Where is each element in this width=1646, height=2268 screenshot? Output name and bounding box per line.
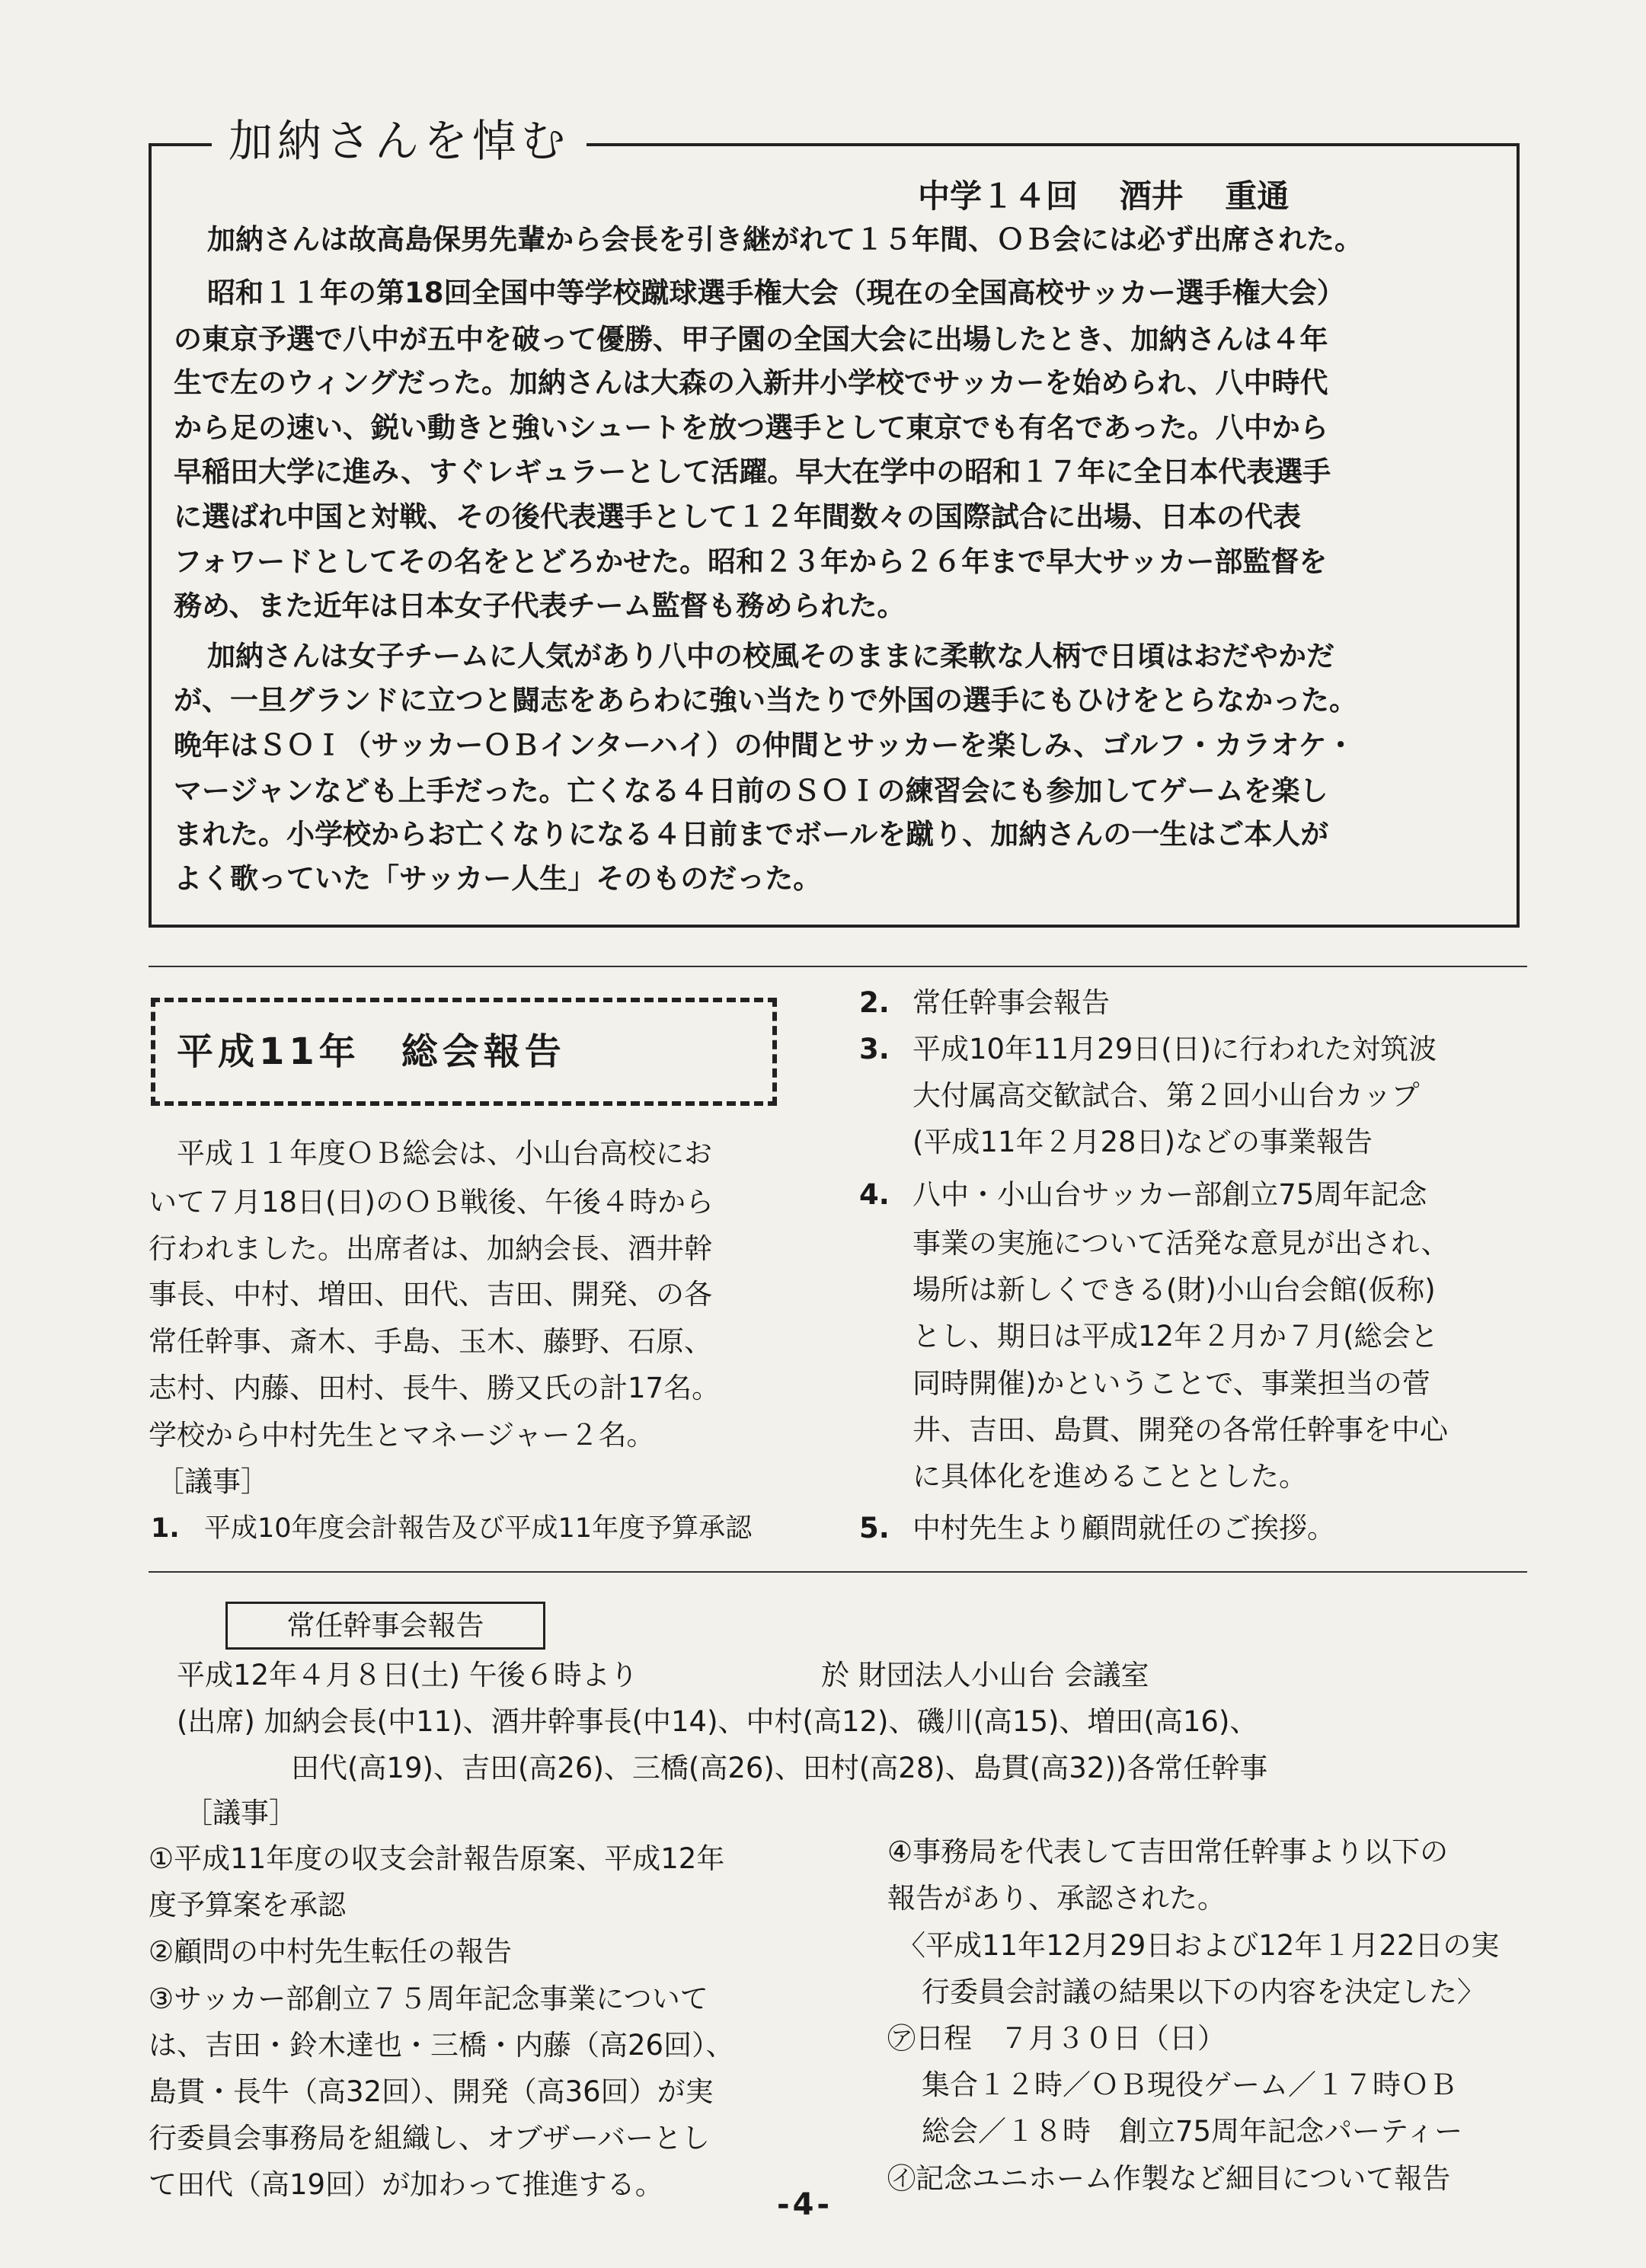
exec-left-line: ③サッカー部創立７５周年記念事業について: [149, 1982, 708, 2015]
memorial-line: 昭和１１年の第18回全国中等学校蹴球選手権大会（現在の全国高校サッカー選手権大会）: [207, 276, 1345, 309]
item-text: 平成10年度会計報告及び平成11年度予算承認: [204, 1513, 753, 1544]
agm-item-text: 場所は新しくできる(財)小山台会館(仮称): [912, 1273, 1436, 1306]
agm-item-text: 事業の実施について活発な意見が出され、: [912, 1227, 1449, 1260]
memorial-line: の東京予選で八中が五中を破って優勝、甲子園の全国大会に出場したとき、加納さんは４年: [174, 323, 1328, 356]
memorial-line: 晩年はＳＯＩ（サッカーＯＢインターハイ）の仲間とサッカーを楽しみ、ゴルフ・カラオケ・: [174, 729, 1355, 762]
agm-item-3: [859, 1028, 1437, 1071]
memorial-line: 加納さんは女子チームに人気があり八中の校風そのままに柔軟な人柄で日頃はおだやかだ: [207, 640, 1334, 672]
section-divider: [149, 966, 1527, 967]
memorial-line: 生で左のウィングだった。加納さんは大森の入新井小学校でサッカーを始められ、八中時代: [174, 366, 1328, 399]
memorial-line: 務め、また近年は日本女子代表チーム監督も務められた。: [174, 589, 906, 622]
exec-right-line: ㋐日程 ７月３０日（日）: [887, 2022, 1226, 2055]
item-number: 5.: [859, 1512, 890, 1544]
memorial-title: 加納さんを悼む: [212, 107, 586, 175]
memorial-line: から足の速い、鋭い動きと強いシュートを放つ選手として東京でも有名であった。八中から: [174, 411, 1328, 444]
exec-right-line: 総会／１８時 創立75周年記念パーティー: [922, 2115, 1463, 2148]
item-number: 1.: [151, 1513, 180, 1544]
exec-left-line: て田代（高19回）が加わって推進する。: [149, 2168, 663, 2201]
agm-heading-box: [151, 998, 777, 1106]
agm-item-text: 同時開催)かということで、事業担当の菅: [912, 1367, 1430, 1400]
memorial-line: よく歌っていた「サッカー人生」そのものだった。: [174, 862, 822, 895]
agm-item-4: [859, 1174, 1427, 1216]
exec-left-line: は、吉田・鈴木達也・三橋・内藤（高26回）、: [149, 2029, 734, 2062]
memorial-line: マージャンなども上手だった。亡くなる４日前のＳＯＩの練習会にも参加してゲームを楽し: [174, 775, 1328, 807]
exec-agenda-label: ［議事］: [184, 1797, 297, 1829]
memorial-line: まれた。小学校からお亡くなりになる４日前までボールを蹴り、加納さんの一生はご本人が: [174, 818, 1329, 851]
agm-item-5: [859, 1507, 1335, 1550]
exec-venue: 於 財団法人小山台 会議室: [821, 1659, 1149, 1691]
page-number: -4-: [777, 2187, 833, 2222]
agm-item-text: 大付属高交歓試合、第２回小山台カップ: [912, 1079, 1420, 1112]
exec-attendees: 田代(高19)、吉田(高26)、三橋(高26)、田村(高28)、島貫(高32))各常任幹事: [291, 1752, 1268, 1784]
agm-text-line: いて７月18日(日)のＯＢ戦後、午後４時から: [149, 1186, 714, 1219]
item-text: 中村先生より顧問就任のご挨拶。: [912, 1512, 1335, 1544]
agm-text-line: 行われました。出席者は、加納会長、酒井幹: [149, 1232, 712, 1265]
exec-right-line: 行委員会討議の結果以下の内容を決定した〉: [922, 1976, 1485, 2008]
agm-item-text: に具体化を進めることとした。: [912, 1460, 1307, 1493]
exec-left-line: 行委員会事務局を組織し、オブザーバーとし: [149, 2122, 711, 2155]
memorial-line: に選ばれ中国と対戦、その後代表選手として１２年間数々の国際試合に出場、日本の代表: [174, 500, 1301, 533]
agm-heading: 平成11年 総会報告: [177, 1030, 566, 1073]
agm-text-line: 平成１１年度ＯＢ総会は、小山台高校にお: [177, 1137, 712, 1170]
item-number: 4.: [859, 1178, 890, 1211]
agm-item-2: [859, 982, 1110, 1024]
memorial-line: が、一旦グランドに立つと闘志をあらわに強い当たりで外国の選手にもひけをとらなかった。: [174, 684, 1357, 717]
exec-attendees: (出席) 加納会長(中11)、酒井幹事長(中14)、中村(高12)、磯川(高15)、増田(高16)、: [177, 1705, 1258, 1738]
exec-heading: 常任幹事会報告: [225, 1602, 545, 1650]
exec-left-line: ②顧問の中村先生転任の報告: [149, 1935, 513, 1968]
agm-text-line: 志村、内藤、田村、長牛、勝又氏の計17名。: [149, 1372, 721, 1404]
item-text: 平成10年11月29日(日)に行われた対筑波: [912, 1033, 1437, 1065]
agm-text-line: 事長、中村、増田、田代、吉田、開発、の各: [149, 1278, 712, 1311]
exec-right-line: 集合１２時／ＯＢ現役ゲーム／１７時ＯＢ: [922, 2068, 1457, 2101]
memorial-line: 加納さんは故高島保男先輩から会長を引き継がれて１５年間、ＯＢ会には必ず出席された。: [207, 223, 1363, 256]
agm-agenda-label: ［議事］: [156, 1465, 269, 1498]
agm-item-text: (平成11年２月28日)などの事業報告: [912, 1126, 1373, 1158]
agm-item-text: とし、期日は平成12年２月か７月(総会と: [912, 1320, 1439, 1353]
section-divider: [149, 1571, 1527, 1573]
memorial-author: 中学１４回 酒井 重通: [918, 177, 1290, 215]
exec-date: 平成12年４月８日(土) 午後６時より: [177, 1659, 638, 1691]
exec-left-line: ①平成11年度の収支会計報告原案、平成12年: [149, 1842, 725, 1875]
item-text: 常任幹事会報告: [912, 986, 1110, 1019]
exec-right-line: ④事務局を代表して吉田常任幹事より以下の: [887, 1835, 1449, 1868]
item-number: 2.: [859, 986, 890, 1019]
exec-right-line: 〈平成11年12月29日および12年１月22日の実: [897, 1929, 1500, 1962]
memorial-line: フォワードとしてその名をとどろかせた。昭和２３年から２６年まで早大サッカー部監督を: [174, 545, 1328, 578]
agm-item-1: [151, 1507, 752, 1550]
agm-text-line: 常任幹事、斎木、手島、玉木、藤野、石原、: [149, 1325, 712, 1358]
item-number: 3.: [859, 1033, 890, 1065]
exec-right-line: ㋑記念ユニホーム作製など細目について報告: [887, 2162, 1451, 2195]
agm-text-line: 学校から中村先生とマネージャー２名。: [149, 1419, 655, 1452]
exec-left-line: 度予算案を承認: [149, 1889, 346, 1921]
memorial-line: 早稲田大学に進み、すぐレギュラーとして活躍。早大在学中の昭和１７年に全日本代表選手: [174, 455, 1331, 488]
agm-item-text: 井、吉田、島貫、開発の各常任幹事を中心: [912, 1414, 1448, 1446]
item-text: 八中・小山台サッカー部創立75周年記念: [912, 1178, 1427, 1211]
exec-left-line: 島貫・長牛（高32回）、開発（高36回）が実: [149, 2075, 714, 2108]
exec-right-line: 報告があり、承認された。: [887, 1882, 1226, 1915]
